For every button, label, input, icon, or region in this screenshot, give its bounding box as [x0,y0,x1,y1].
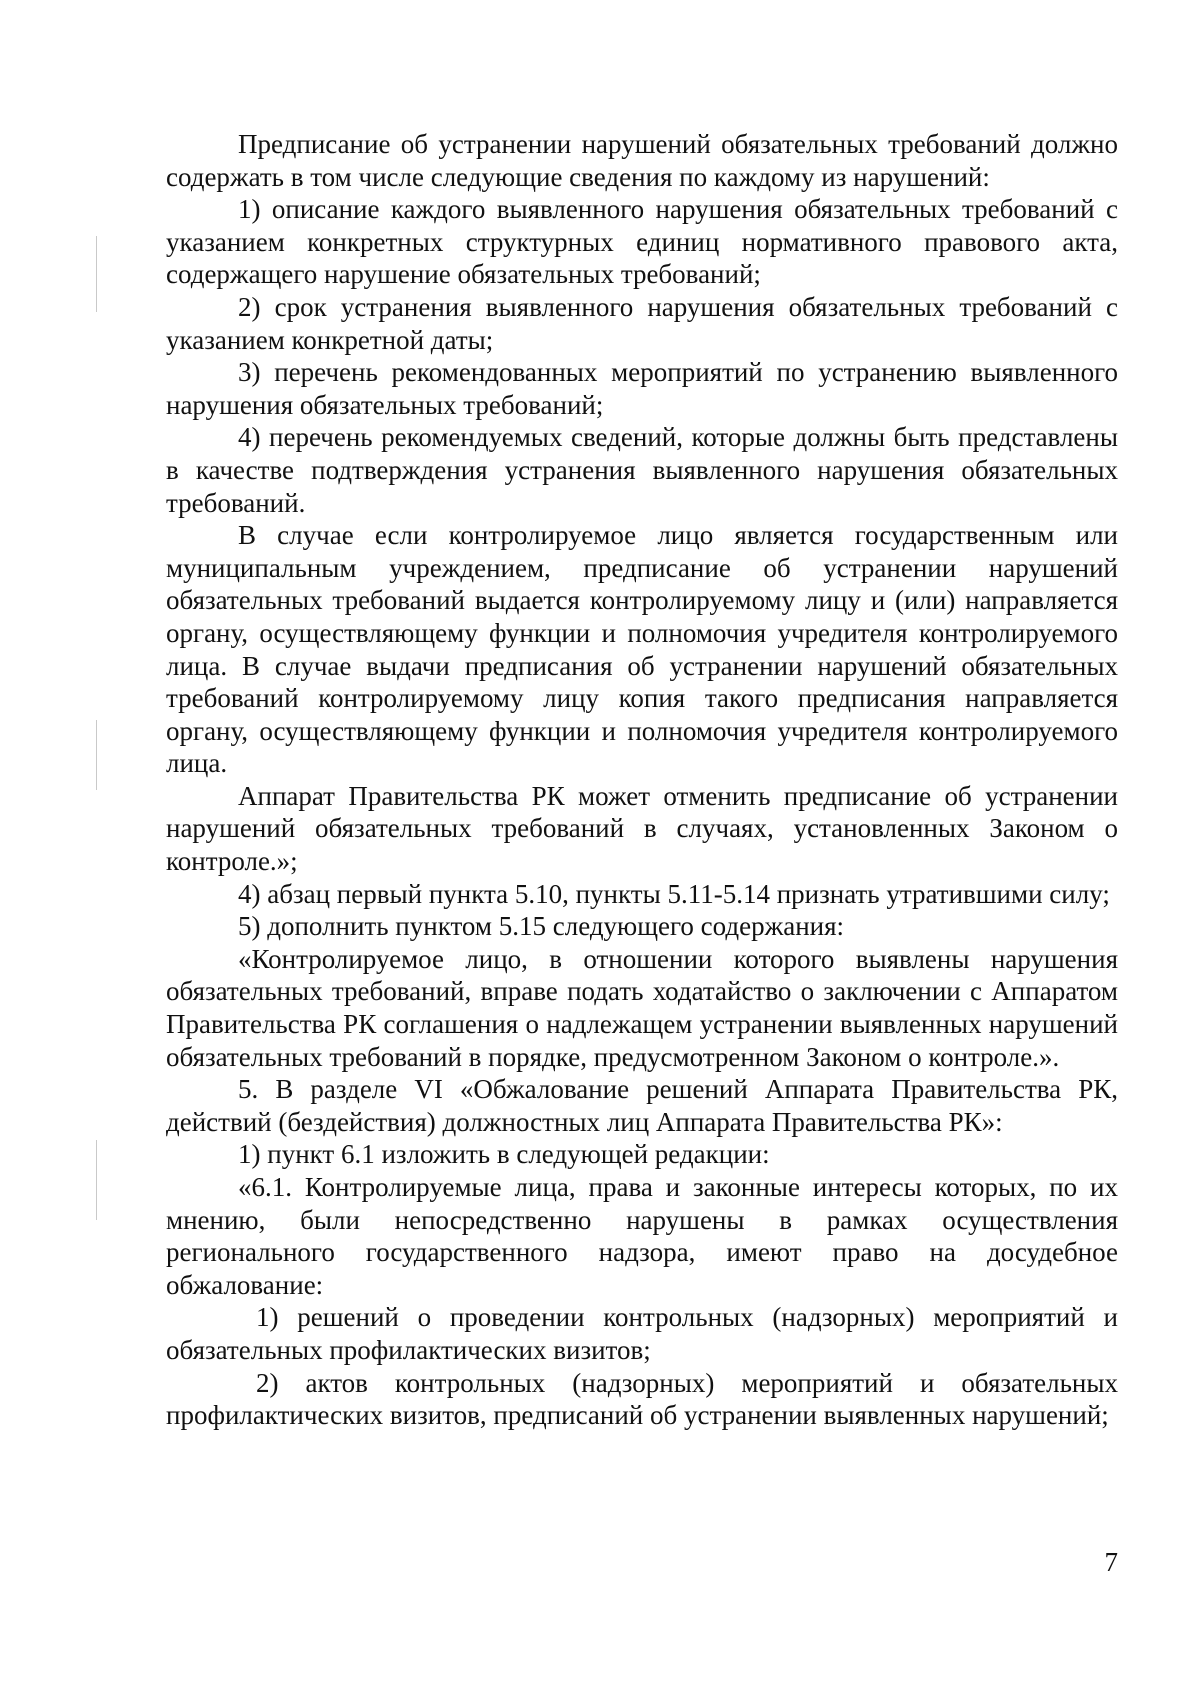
amendment-item-4: 4) абзац первый пункта 5.10, пункты 5.11-5.14 признать утратившими силу; [238,878,1110,909]
paragraph-intro: Предписание об устранении нарушений обязательных требований должно содержать в том числе следующие сведения по каждому из нарушений: [166,129,1118,192]
appeal-item-decisions: 1) решений о проведении контрольных (надзорных) мероприятий и обязательных профилактических визитов; [166,1302,1118,1365]
list-item-evidence: 4) перечень рекомендуемых сведений, которые должны быть представлены в качестве подтверждения устранения выявленного нарушения обязательных требований. [166,422,1118,518]
document-body [166,128,1118,1432]
paragraph-petition: «Контролируемое лицо, в отношении которого выявлены нарушения обязательных требований, вправе подать ходатайство о заключении с Аппаратом Правительства РК соглашения о надлежащем устранении выявленных нарушений обязательных требований в порядке, предусмотренном Законом о контроле.». [166,943,1118,1072]
paragraph-cancellation: Аппарат Правительства РК может отменить предписание об устранении нарушений обязательных требований в случаях, установленных Законом о контроле.»; [166,780,1118,877]
scan-margin-line [96,1140,97,1220]
list-item-description: 1) описание каждого выявленного нарушения обязательных требований с указанием конкретных структурных единиц нормативного правового акта, содержащего нарушение обязательных требований; [166,194,1118,290]
appeal-item-acts: 2) актов контрольных (надзорных) мероприятий и обязательных профилактических визитов, предписаний об устранении выявленных нарушений; [166,1367,1118,1431]
page-number: 7 [1104,1547,1118,1577]
paragraph-6-1-text: «6.1. Контролируемые лица, права и законные интересы которых, по их мнению, были непосредственно нарушены в рамках осуществления регионального государственного надзора, имеют право на досудебное обжалование: [166,1172,1118,1300]
section-heading-appeal: 5. В разделе VI «Обжалование решений Аппарата Правительства РК, действий (бездействия) должностных лиц Аппарата Правительства РК»: [166,1074,1118,1137]
amendment-point-6-1: 1) пункт 6.1 изложить в следующей редакции: [238,1139,770,1170]
scan-margin-line [96,720,97,790]
list-item-deadline: 2) срок устранения выявленного нарушения обязательных требований с указанием конкретной даты; [166,291,1118,355]
scan-margin-line [96,236,97,312]
list-item-measures: 3) перечень рекомендованных мероприятий по устранению выявленного нарушения обязательных требований; [166,357,1118,420]
amendment-item-5: 5) дополнить пунктом 5.15 следующего содержания: [238,911,845,942]
paragraph-state-institution: В случае если контролируемое лицо является государственным или муниципальным учреждением, предписание об устранении нарушений обязательных требований выдается контролируемому лицу и (или) направляется органу, осуществляющему функции и полномочия учредителя контролируемого лица. В случае выдачи предписания об устранении нарушений обязательных требований контролируемому лицу копия такого предписания направляется органу, осуществляющему функции и полномочия учредителя контролируемого лица. [166,520,1118,779]
